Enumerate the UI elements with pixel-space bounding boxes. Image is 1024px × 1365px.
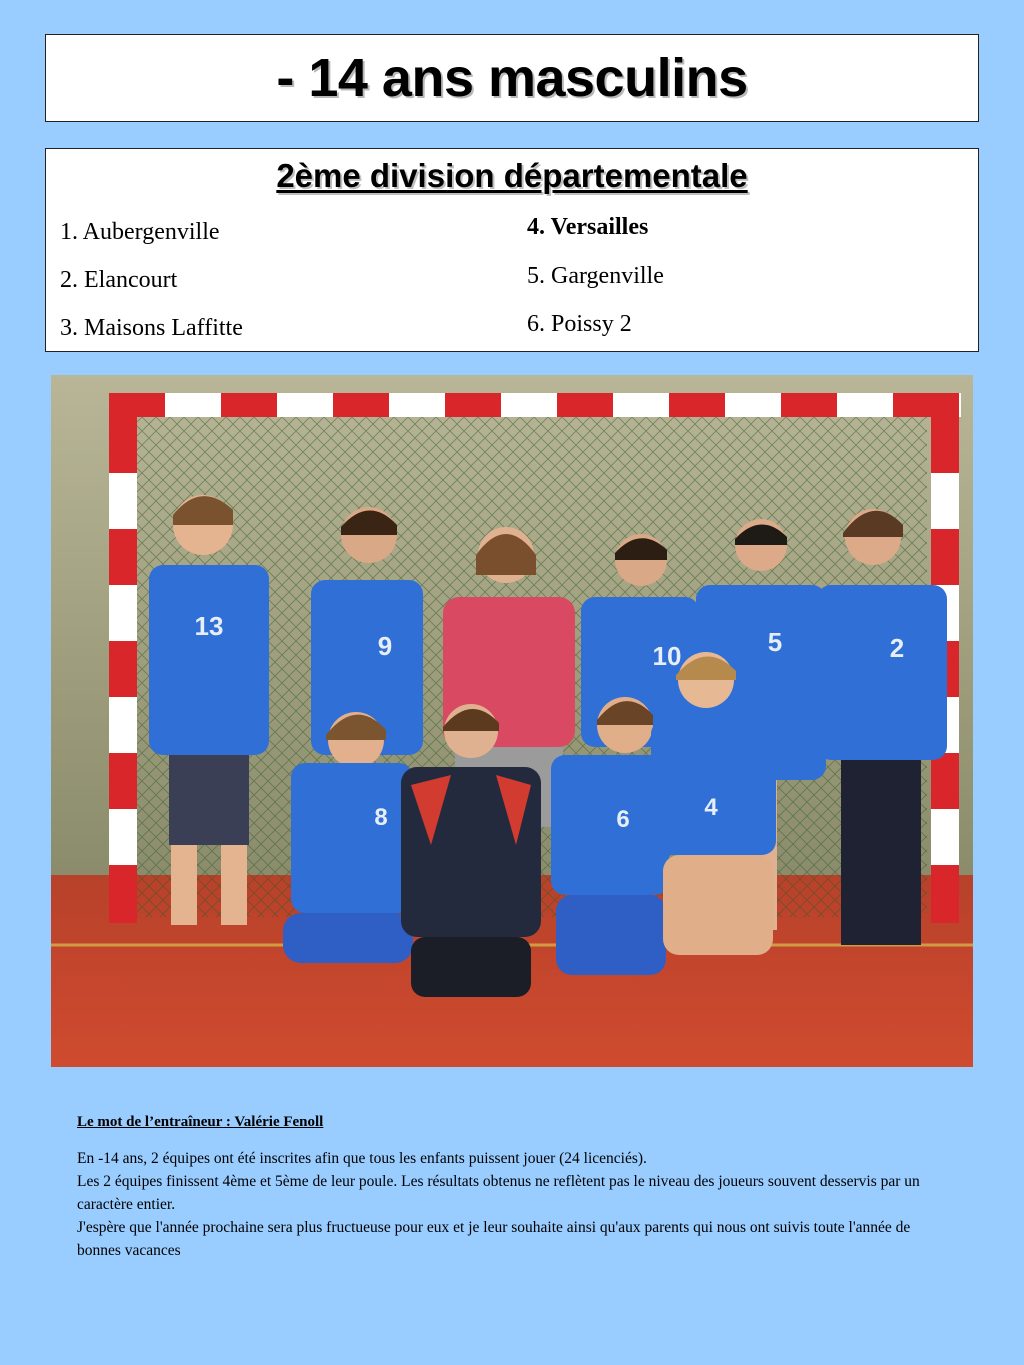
- page-title: - 14 ans masculins: [276, 48, 748, 108]
- ranking-box: [45, 148, 979, 352]
- division-heading: 2ème division départementale: [276, 157, 748, 194]
- ranking-item: 1. Aubergenville: [60, 219, 220, 245]
- team-photo-illustration: [51, 375, 973, 1067]
- coach-heading: Le mot de l’entraîneur : Valérie Fenoll: [77, 1114, 324, 1130]
- coach-message-line: Les 2 équipes finissent 4ème et 5ème de leur poule. Les résultats obtenus ne reflètent pas le niveau des joueurs souvent desservis par un caractère entier.: [77, 1173, 920, 1213]
- jersey-number: 5: [767, 627, 783, 657]
- title-box: [45, 34, 979, 122]
- ranking-item: 2. Elancourt: [60, 267, 178, 293]
- coach-message-line: En -14 ans, 2 équipes ont été inscrites afin que tous les enfants puissent jouer (24 licenciés).: [77, 1150, 647, 1167]
- ranking-item: 6. Poissy 2: [527, 311, 632, 337]
- jersey-number: 4: [704, 794, 718, 821]
- jersey-number: 10: [652, 641, 682, 671]
- jersey-number: 8: [374, 804, 388, 831]
- jersey-number: 13: [194, 611, 224, 641]
- jersey-number: 6: [616, 806, 630, 833]
- coach-message: [77, 1147, 947, 1262]
- coach-message-line: J'espère que l'année prochaine sera plus fructueuse pour eux et je leur souhaite ainsi qu'aux parents qui nous ont suivis toute l'année de bonnes vacances: [77, 1219, 911, 1259]
- ranking-item: 3. Maisons Laffitte: [60, 315, 243, 341]
- ranking-item-highlighted: 4. Versailles: [527, 214, 649, 240]
- ranking-item: 5. Gargenville: [527, 263, 664, 289]
- jersey-number: 9: [377, 631, 393, 661]
- jersey-number: 2: [889, 633, 905, 663]
- team-photo: [51, 375, 973, 1067]
